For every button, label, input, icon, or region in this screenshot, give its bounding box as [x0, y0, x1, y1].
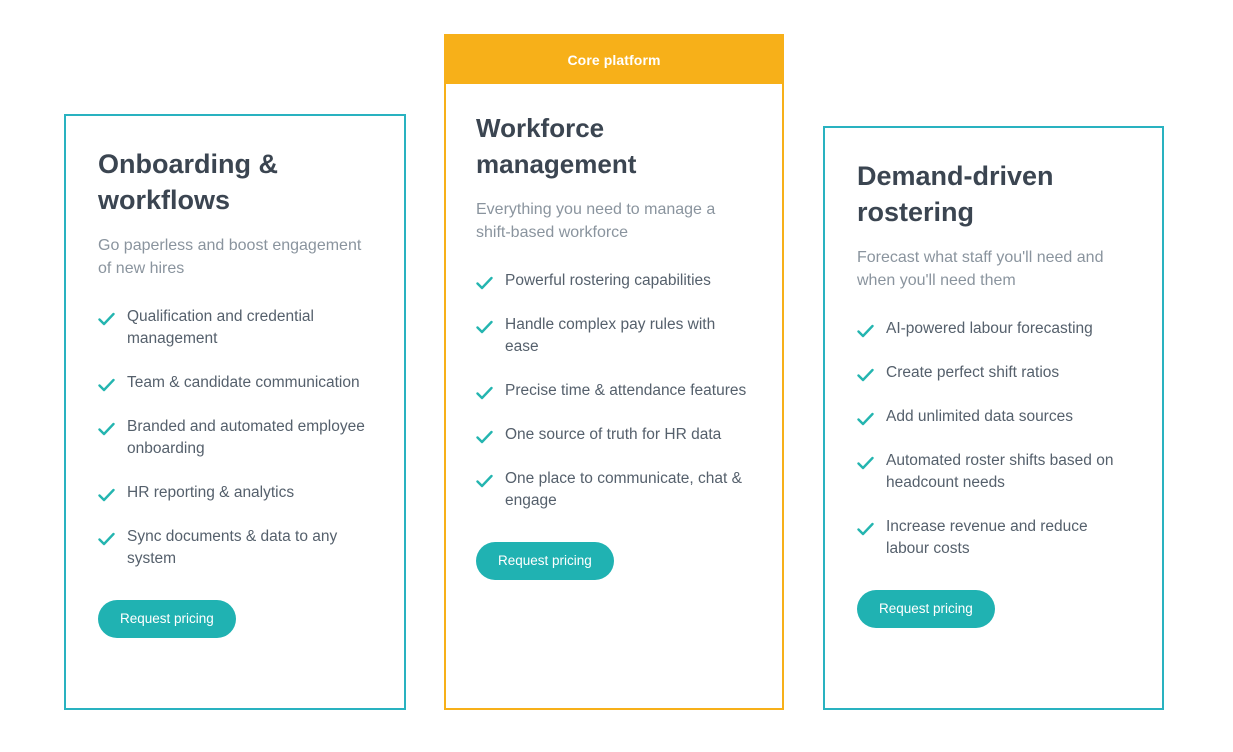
check-icon [98, 487, 115, 504]
feature-label: One source of truth for HR data [505, 426, 722, 443]
feature-item [857, 318, 1130, 340]
feature-item [857, 450, 1130, 494]
check-icon [98, 531, 115, 548]
pricing-card-workforce-management [444, 34, 784, 710]
cta-container [446, 512, 782, 580]
cta-container [825, 560, 1162, 628]
feature-item [476, 424, 750, 446]
check-icon [857, 455, 874, 472]
check-icon [476, 319, 493, 336]
check-icon [98, 311, 115, 328]
feature-list [857, 318, 1130, 560]
feature-label: Qualification and credential management [127, 308, 314, 347]
request-pricing-button[interactable]: Request pricing [476, 542, 614, 580]
feature-item [98, 416, 372, 460]
card-title: Demand-driven rostering [857, 161, 1054, 227]
feature-label: AI-powered labour forecasting [886, 320, 1093, 337]
check-icon [476, 429, 493, 446]
feature-label: Precise time & attendance features [505, 382, 747, 399]
check-icon [857, 411, 874, 428]
card-subtitle: Everything you need to manage a shift-based workforce [476, 201, 716, 241]
feature-list [98, 306, 372, 570]
feature-label: Add unlimited data sources [886, 408, 1073, 425]
core-platform-ribbon: Core platform [446, 36, 782, 84]
feature-label: Increase revenue and reduce labour costs [886, 518, 1088, 557]
check-icon [857, 521, 874, 538]
card-body [66, 116, 404, 570]
feature-item [857, 406, 1130, 428]
feature-item [857, 362, 1130, 384]
card-subtitle: Forecast what staff you'll need and when you'll need them [857, 249, 1104, 289]
feature-item [98, 482, 372, 504]
feature-item [476, 468, 750, 512]
request-pricing-button[interactable]: Request pricing [857, 590, 995, 628]
feature-label: One place to communicate, chat & engage [505, 470, 742, 509]
feature-label: Sync documents & data to any system [127, 528, 338, 567]
pricing-card-demand-driven-rostering [823, 126, 1164, 710]
card-subtitle: Go paperless and boost engagement of new hires [98, 237, 362, 277]
check-icon [98, 421, 115, 438]
feature-label: Automated roster shifts based on headcount needs [886, 452, 1114, 491]
request-pricing-button[interactable]: Request pricing [98, 600, 236, 638]
feature-item [98, 526, 372, 570]
feature-list [476, 270, 750, 512]
pricing-card-onboarding-workflows [64, 114, 406, 710]
feature-label: HR reporting & analytics [127, 484, 295, 501]
feature-item [857, 516, 1130, 560]
feature-item [476, 380, 750, 402]
feature-item [98, 372, 372, 394]
feature-item [476, 314, 750, 358]
feature-label: Powerful rostering capabilities [505, 272, 711, 289]
card-title: Onboarding & workflows [98, 149, 278, 215]
card-body [825, 128, 1162, 560]
check-icon [98, 377, 115, 394]
check-icon [476, 473, 493, 490]
feature-label: Branded and automated employee onboarding [127, 418, 365, 457]
check-icon [476, 275, 493, 292]
check-icon [476, 385, 493, 402]
cta-container [66, 570, 404, 638]
feature-label: Team & candidate communication [127, 374, 360, 391]
feature-item [98, 306, 372, 350]
feature-label: Create perfect shift ratios [886, 364, 1060, 381]
check-icon [857, 323, 874, 340]
check-icon [857, 367, 874, 384]
feature-label: Handle complex pay rules with ease [505, 316, 716, 355]
card-title: Workforce management [476, 113, 637, 179]
feature-item [476, 270, 750, 292]
card-body [446, 84, 782, 512]
